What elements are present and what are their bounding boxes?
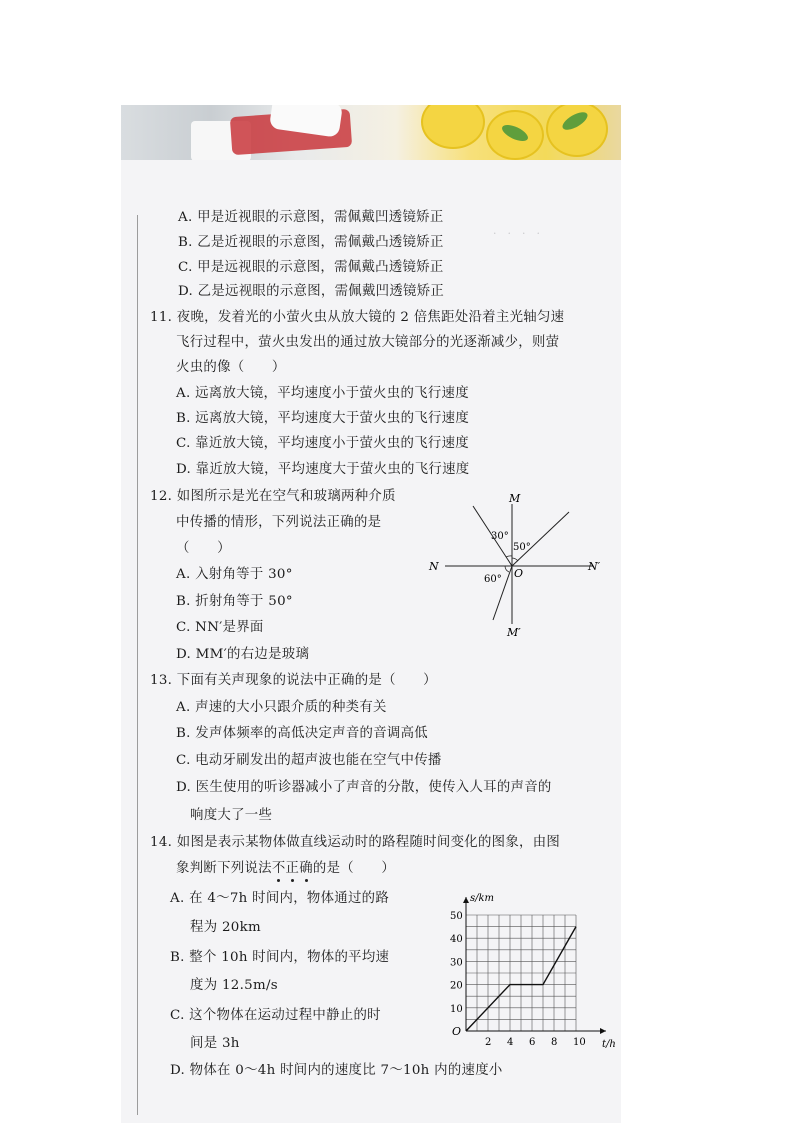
x-tick-label: 6 — [529, 1037, 536, 1048]
q14-option-a-line2: 程为 20km — [190, 920, 261, 935]
x-tick-label: 8 — [551, 1037, 558, 1048]
q11-stem-line1: 11. 夜晚，发着光的小萤火虫从放大镜的 2 倍焦距处沿着主光轴匀速 — [150, 310, 565, 325]
q13-option-a: A. 声速的大小只跟介质的种类有关 — [176, 700, 387, 715]
q10-option-c: C. 甲是远视眼的示意图，需佩戴凸透镜矫正 — [178, 260, 444, 275]
q12-option-d: D. MM′的右边是玻璃 — [176, 647, 310, 662]
q14-stem-line2-a: 象判断下列说法 — [176, 861, 272, 876]
q11-option-b: B. 远离放大镜，平均速度大于萤火虫的飞行速度 — [176, 411, 470, 426]
angle-label-30: 30° — [491, 531, 509, 542]
q13-option-d-continued: 响度大了一些 — [190, 808, 273, 823]
label-m: M — [509, 492, 521, 505]
angle-arc — [505, 566, 509, 572]
q10-option-b: B. 乙是近视眼的示意图，需佩戴凸透镜矫正 — [178, 235, 444, 250]
q12-option-a: A. 入射角等于 30° — [176, 567, 293, 582]
q14-stem-line2 — [176, 862, 395, 875]
y-tick-label: 50 — [450, 911, 463, 922]
q14-option-c-line2: 间是 3h — [190, 1036, 240, 1051]
q14-option-a-line1: A. 在 4～7h 时间内，物体通过的路 — [170, 891, 390, 906]
light-ray-upper-right — [512, 512, 569, 566]
y-tick-label: 20 — [450, 980, 463, 992]
q10-option-d: D. 乙是远视眼的示意图，需佩戴凹透镜矫正 — [178, 284, 445, 299]
bleed-through-text: · · · · — [493, 227, 540, 240]
y-tick-label: 40 — [450, 934, 463, 946]
y-axis-label: s/km — [470, 893, 495, 904]
angle-label-50: 50° — [513, 542, 531, 553]
label-n: N — [429, 560, 439, 573]
lemon-decoration — [421, 105, 485, 149]
q12-option-c: C. NN′是界面 — [176, 620, 264, 635]
label-n-prime: N′ — [588, 560, 601, 573]
label-o: O — [514, 567, 524, 580]
q13-option-d: D. 医生使用的听诊器减小了声音的分散，使传入人耳的声音的 — [176, 780, 552, 795]
q12-stem-line1: 12. 如图所示是光在空气和玻璃两种介质 — [150, 489, 396, 504]
x-axis-label: t/h — [602, 1039, 616, 1050]
x-tick-label: 10 — [573, 1037, 586, 1048]
q14-emphasis — [272, 862, 313, 875]
q11-stem-line2: 飞行过程中，萤火虫发出的通过放大镜部分的光逐渐减少，则萤 — [176, 335, 560, 350]
x-tick-label: 4 — [507, 1037, 514, 1048]
y-axis-arrow — [463, 897, 469, 903]
x-axis-arrow — [600, 1028, 606, 1034]
q14-option-c-line1: C. 这个物体在运动过程中静止的时 — [170, 1008, 381, 1023]
q12-option-b: B. 折射角等于 50° — [176, 594, 293, 609]
angle-arc — [512, 558, 518, 561]
angle-label-60: 60° — [484, 574, 502, 585]
x-tick-label: 2 — [485, 1037, 492, 1048]
q11-option-c: C. 靠近放大镜，平均速度小于萤火虫的飞行速度 — [176, 436, 469, 451]
q14-emphasis-text: 不正确 — [271, 861, 313, 876]
label-m-prime: M′ — [507, 626, 521, 639]
q13-stem: 13. 下面有关声现象的说法中正确的是（ ） — [150, 673, 437, 688]
angle-arc — [506, 556, 512, 557]
q12-stem-line3: （ ） — [176, 541, 231, 556]
y-tick-label: 10 — [450, 1003, 463, 1015]
q14-option-b-line1: B. 整个 10h 时间内，物体的平均速 — [170, 950, 390, 965]
q14-stem-line1: 14. 如图是表示某物体做直线运动时的路程随时间变化的图象，由图 — [150, 835, 561, 850]
refraction-diagram — [425, 490, 605, 640]
background-objects — [121, 105, 621, 160]
y-tick-label: 30 — [450, 957, 463, 969]
page-fold-line — [137, 215, 138, 1115]
q10-option-a: A. 甲是近视眼的示意图，需佩戴凹透镜矫正 — [178, 210, 444, 225]
q14-stem-line2-b: 的是（ ） — [312, 861, 396, 876]
q14-option-d: D. 物体在 0～4h 时间内的速度比 7～10h 内的速度小 — [170, 1063, 503, 1078]
origin-label: O — [452, 1025, 462, 1038]
distance-time-chart — [440, 885, 620, 1055]
q12-stem-line2: 中传播的情形，下列说法正确的是 — [176, 515, 382, 530]
q11-option-a: A. 远离放大镜，平均速度小于萤火虫的飞行速度 — [176, 386, 469, 401]
q14-option-b-line2: 度为 12.5m/s — [190, 978, 278, 993]
q11-option-d: D. 靠近放大镜，平均速度大于萤火虫的飞行速度 — [176, 462, 470, 477]
q13-option-b: B. 发声体频率的高低决定声音的音调高低 — [176, 726, 428, 741]
q11-stem-line3: 火虫的像（ ） — [176, 360, 286, 375]
q13-option-c: C. 电动牙刷发出的超声波也能在空气中传播 — [176, 753, 442, 768]
